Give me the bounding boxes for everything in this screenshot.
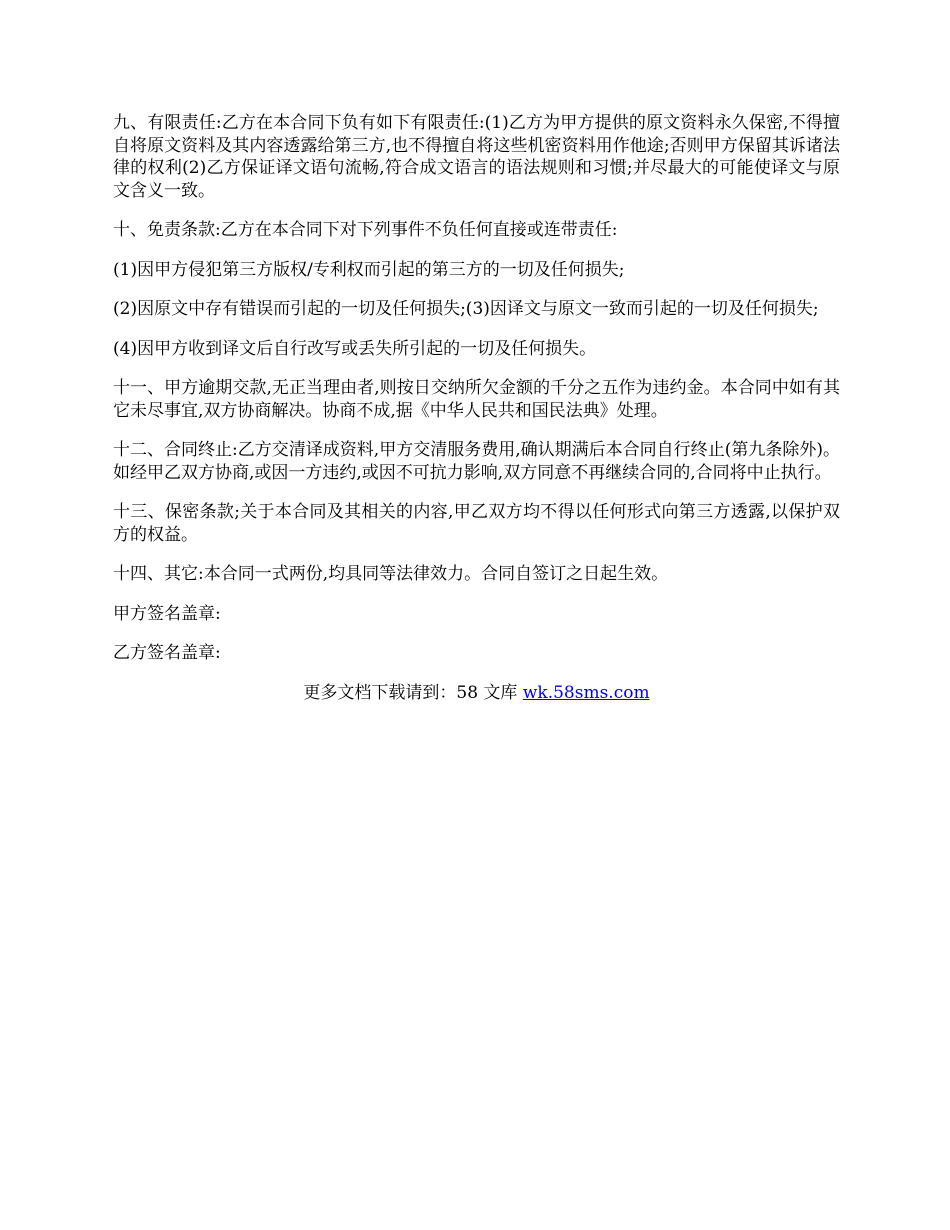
clause-14-other: 十四、其它:本合同一式两份,均具同等法律效力。合同自签订之日起生效。 <box>113 564 669 584</box>
document-page <box>113 112 840 704</box>
footer-link[interactable]: wk.58sms.com <box>522 682 650 703</box>
exemption-item-1: (1)因甲方侵犯第三方版权/专利权而引起的第三方的一切及任何损失; <box>113 259 625 280</box>
exemption-item-4: (4)因甲方收到译文后自行改写或丢失所引起的一切及任何损失。 <box>113 338 597 359</box>
download-footer <box>113 682 840 705</box>
clause-13-confidentiality: 十三、保密条款;关于本合同及其相关的内容,甲乙双方均不得以任何形式向第三方透露,以保护双方的权益。 <box>113 502 840 545</box>
clause-10-exemption: 十、免责条款:乙方在本合同下对下列事件不负任何直接或连带责任: <box>113 220 618 240</box>
footer-prefix: 更多文档下载请到：58 文库 <box>303 682 523 703</box>
party-b-signature-line: 乙方签名盖章: <box>113 643 221 663</box>
clause-11-late-payment: 十一、甲方逾期交款,无正当理由者,则按日交纳所欠金额的千分之五作为违约金。本合同中如有其它未尽事宜,双方协商解决。协商不成,据《中华人民共和国民法典》处理。 <box>113 378 840 421</box>
exemption-item-2-3: (2)因原文中存有错误而引起的一切及任何损失;(3)因译文与原文一致而引起的一切及任何损失; <box>113 299 819 319</box>
party-a-signature-line: 甲方签名盖章: <box>113 603 221 624</box>
clause-9-limited-liability: 九、有限责任:乙方在本合同下负有如下有限责任:(1)乙方为甲方提供的原文资料永久保密,不得擅自将原文资料及其内容透露给第三方,也不得擅自将这些机密资料用作他途;否则甲方保留其诉诸法律的权利(2)乙方保证译文语句流畅,符合成文语言的语法规则和习惯;并尽最大的可能使译文与原文含义一致。 <box>113 113 840 201</box>
clause-12-termination: 十二、合同终止:乙方交清译成资料,甲方交清服务费用,确认期满后本合同自行终止(第九条除外)。如经甲乙双方协商,或因一方违约,或因不可抗力影响,双方同意不再继续合同的,合同将中止执行。 <box>113 440 840 483</box>
